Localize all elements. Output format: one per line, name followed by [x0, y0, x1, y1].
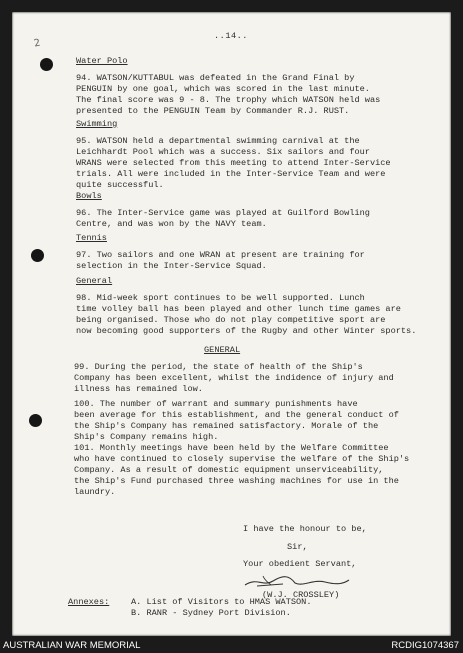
text-line: illness has remained low. — [74, 384, 203, 394]
text-line: 95. WATSON held a departmental swimming carnival at the — [76, 136, 360, 146]
text-line: 99. During the period, the state of health of the Ship's — [74, 362, 363, 372]
section-heading-general: GENERAL — [204, 345, 241, 355]
closing-line: Sir, — [287, 542, 308, 552]
section-heading: Tennis — [76, 233, 107, 243]
text-line: Ship's Company remains high. — [74, 432, 219, 442]
text-line: now becoming good supporters of the Rugby and other Winter sports. — [76, 326, 417, 336]
section-heading: General — [76, 276, 113, 286]
text-line: Company. As a result of domestic equipment unserviceability, — [74, 465, 384, 475]
punch-hole — [40, 58, 53, 71]
text-line: being organised. Those who do not play competitive sport are — [76, 315, 386, 325]
closing-line: I have the honour to be, — [243, 524, 367, 534]
text-line: 100. The number of warrant and summary punishments have — [74, 399, 358, 409]
punch-hole — [31, 249, 44, 262]
annex-item: A. List of Visitors to HMAS WATSON. — [131, 597, 312, 607]
text-line: the Ship's Company has remained satisfactory. Morale of the — [74, 421, 379, 431]
text-line: trials. All were included in the Inter-Service Team and were — [76, 169, 386, 179]
text-line: quite successful. — [76, 180, 164, 190]
closing-line: Your obedient Servant, — [243, 559, 357, 569]
section-heading: Swimming — [76, 119, 118, 129]
annexes-label: Annexes: — [68, 597, 110, 607]
page-number: ..14.. — [214, 31, 248, 41]
text-line: WRANS were selected from this meeting to attend Inter-Service — [76, 158, 391, 168]
section-heading: Bowls — [76, 191, 102, 201]
annex-item: B. RANR - Sydney Port Division. — [131, 608, 291, 618]
text-line: 97. Two sailors and one WRAN at present are training for — [76, 250, 365, 260]
text-line: been average for this establishment, and the general conduct of — [74, 410, 399, 420]
text-line: The final score was 9 - 8. The trophy which WATSON held was — [76, 95, 381, 105]
text-line: 101. Monthly meetings have been held by the Welfare Committee — [74, 443, 389, 453]
text-line: 94. WATSON/KUTTABUL was defeated in the Grand Final by — [76, 73, 355, 83]
text-line: selection in the Inter-Service Squad. — [76, 261, 267, 271]
text-line: laundry. — [74, 487, 116, 497]
punch-hole — [29, 414, 42, 427]
footer-credit: AUSTRALIAN WAR MEMORIAL — [3, 640, 141, 651]
pencil-mark: 2 — [32, 37, 42, 50]
signatory-name: (W.J. CROSSLEY) — [262, 590, 340, 600]
text-line: 96. The Inter-Service game was played at Guilford Bowling — [76, 208, 370, 218]
text-line: the Ship's Fund purchased three washing machines for use in the — [74, 476, 399, 486]
footer-record-id: RCDIG1074367 — [391, 640, 459, 651]
text-line: Leichhardt Pool which was a success. Six sailors and four — [76, 147, 370, 157]
text-line: Centre, and was won by the NAVY team. — [76, 219, 267, 229]
text-line: presented to the PENGUIN Team by Commander R.J. RUST. — [76, 106, 350, 116]
text-line: Company has been excellent, whilst the indidence of injury and — [74, 373, 394, 383]
text-line: time volley ball has been played and other lunch time games are — [76, 304, 401, 314]
signature — [243, 573, 351, 589]
text-line: PENGUIN by one goal, which was scored in the last minute. — [76, 84, 370, 94]
text-line: who have continued to closely supervise the welfare of the Ship's — [74, 454, 410, 464]
section-heading: Water Polo — [76, 56, 128, 66]
text-line: 98. Mid-week sport continues to be well supported. Lunch — [76, 293, 365, 303]
